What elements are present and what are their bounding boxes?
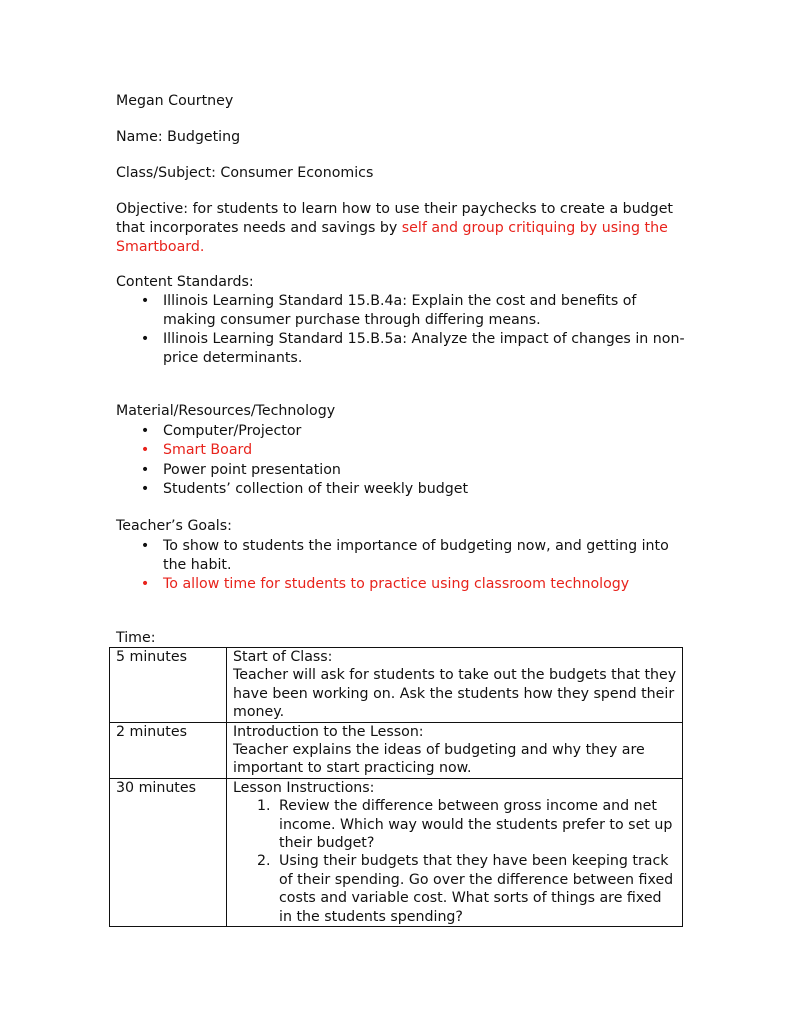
time-table bbox=[109, 647, 683, 927]
list-item bbox=[233, 852, 678, 926]
activity-title: Start of Class: bbox=[233, 649, 333, 665]
list-item: • Illinois Learning Standard 15.B.5a: Analyze the impact of changes in non-price determinants. bbox=[116, 330, 686, 367]
materials-heading: Material/Resources/Technology bbox=[116, 403, 336, 419]
lesson-steps bbox=[233, 797, 678, 926]
activity-title: Lesson Instructions: bbox=[233, 779, 375, 796]
bullet-icon: • bbox=[140, 423, 150, 439]
bullet-icon: • bbox=[140, 538, 150, 554]
list-item: • Power point presentation bbox=[116, 461, 686, 480]
duration-cell: 2 minutes bbox=[110, 722, 227, 778]
list-item: • Students’ collection of their weekly budget bbox=[116, 480, 686, 499]
list-item: • Smart Board bbox=[116, 441, 686, 460]
bullet-icon: • bbox=[140, 575, 150, 592]
bullet-icon: • bbox=[140, 442, 150, 459]
objective-paragraph bbox=[116, 200, 682, 257]
bullet-icon: • bbox=[140, 293, 150, 309]
bullet-icon: • bbox=[140, 330, 150, 347]
list-item: • Computer/Projector bbox=[116, 422, 686, 441]
lesson-name: Name: Budgeting bbox=[116, 129, 241, 145]
goals-list bbox=[116, 537, 686, 594]
activity-cell bbox=[227, 778, 683, 926]
duration-cell: 5 minutes bbox=[110, 648, 227, 723]
step-text: Using their budgets that they have been keeping track of their spending. Go over the difference between fixed costs and variable cost. What sorts of things are fixed in the students spending? bbox=[279, 853, 674, 925]
step-number: 1. bbox=[257, 798, 271, 815]
table-row bbox=[110, 722, 683, 778]
table-row bbox=[110, 648, 683, 723]
activity-title: Introduction to the Lesson: bbox=[233, 723, 424, 740]
activity-cell bbox=[227, 648, 683, 723]
author-name: Megan Courtney bbox=[116, 93, 234, 109]
activity-cell bbox=[227, 722, 683, 778]
table-row bbox=[110, 778, 683, 926]
duration-cell: 30 minutes bbox=[110, 778, 227, 926]
activity-description: Teacher explains the ideas of budgeting and why they are important to start practicing now. bbox=[233, 742, 645, 777]
bullet-icon: • bbox=[140, 461, 150, 478]
time-heading: Time: bbox=[116, 630, 156, 646]
step-text: Review the difference between gross income and net income. Which way would the students prefer to set up their budget? bbox=[279, 798, 673, 852]
bullet-icon: • bbox=[140, 481, 150, 498]
list-item: • To allow time for students to practice using classroom technology bbox=[116, 575, 686, 594]
step-number: 2. bbox=[257, 853, 271, 870]
list-item: • Illinois Learning Standard 15.B.4a: Explain the cost and benefits of making consumer purchase through differing means. bbox=[116, 292, 686, 329]
objective-highlight: self and group critiquing by using the Smartboard. bbox=[116, 220, 668, 255]
content-standards-heading: Content Standards: bbox=[116, 274, 254, 290]
list-item: • To show to students the importance of budgeting now, and getting into the habit. bbox=[116, 537, 686, 574]
class-subject: Class/Subject: Consumer Economics bbox=[116, 165, 374, 181]
activity-description: Teacher will ask for students to take out the budgets that they have been working on. Ask the students how they spend their money. bbox=[233, 667, 677, 721]
list-item bbox=[233, 797, 678, 852]
content-standards-list bbox=[116, 292, 686, 368]
objective-text: Objective: for students to learn how to use their paychecks to create a budget that incorporates needs and savings by bbox=[116, 201, 673, 236]
materials-list bbox=[116, 422, 686, 500]
goals-heading: Teacher’s Goals: bbox=[116, 518, 232, 534]
